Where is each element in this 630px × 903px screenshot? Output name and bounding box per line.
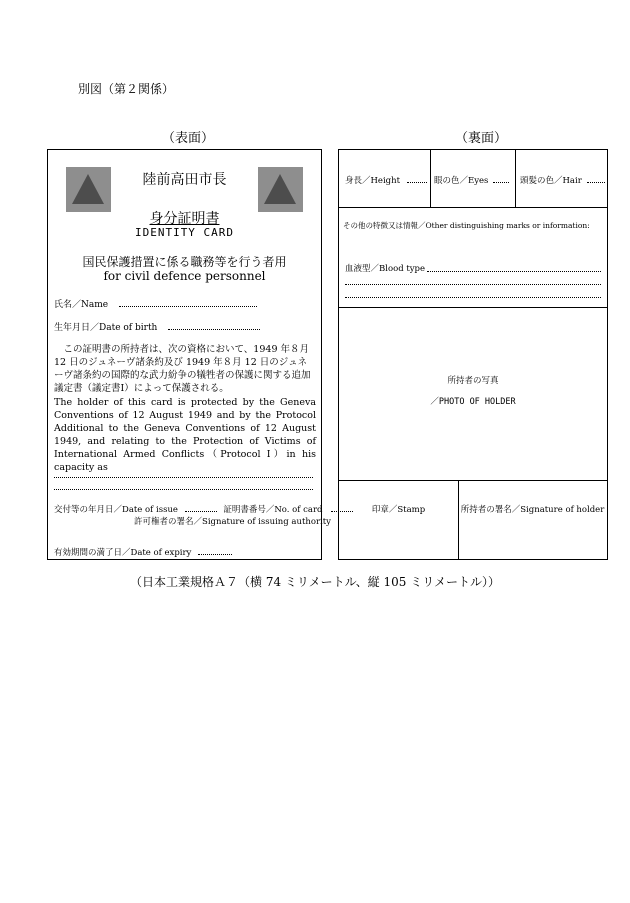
- card-number-label: 証明書番号／No. of card: [223, 505, 323, 515]
- dob-field[interactable]: [168, 329, 260, 330]
- expiry-label: 有効期間の満了日／Date of expiry: [54, 548, 192, 558]
- blood-type-row: [345, 262, 425, 274]
- size-standard-note: （日本工業規格Ａ７（横 74 ミリメートル、縦 105 ミリメートル））: [130, 575, 500, 589]
- divider: [339, 307, 607, 308]
- height-label: 身長／Height: [345, 176, 400, 186]
- back-card: [338, 149, 608, 560]
- eyes-field[interactable]: [493, 182, 509, 183]
- hair-field[interactable]: [587, 182, 605, 183]
- stamp-label: 印章／Stamp: [371, 505, 426, 515]
- name-row: [54, 297, 257, 310]
- issue-row: [54, 503, 353, 515]
- name-label: 氏名／Name: [54, 300, 109, 310]
- marks-line-2[interactable]: [345, 297, 601, 298]
- holder-signature-label: 所持者の署名／Signature of holder: [460, 505, 605, 515]
- divider: [339, 207, 607, 208]
- dob-label: 生年月日／Date of birth: [54, 323, 158, 333]
- blood-type-field[interactable]: [427, 271, 601, 272]
- dob-row: [54, 320, 260, 333]
- distinguishing-marks-label: その他の特徴又は情報／Other distinguishing marks or information:: [343, 221, 590, 230]
- photo-label-jp: 所持者の写真: [447, 376, 499, 386]
- eyes-label: 眼の色／Eyes: [434, 176, 489, 186]
- purpose-jp: 国民保護措置に係る職務等を行う者用: [82, 255, 287, 269]
- height-field[interactable]: [407, 182, 427, 183]
- eyes-cell: [434, 174, 509, 186]
- blood-type-label: 血液型／Blood type: [345, 264, 426, 274]
- capacity-line-1[interactable]: [54, 477, 313, 478]
- id-card-title-jp: 身分証明書: [149, 211, 220, 227]
- issuing-authority-signature-label: 許可権者の署名／Signature of issuing authority: [134, 517, 331, 527]
- height-cell: [345, 174, 427, 186]
- issue-date-label: 交付等の年月日／Date of issue: [54, 505, 178, 515]
- front-side-label: （表面）: [162, 131, 215, 146]
- purpose-en: for civil defence personnel: [103, 269, 266, 283]
- marks-line-1[interactable]: [345, 284, 601, 285]
- front-card: [47, 149, 331, 560]
- divider: [515, 150, 516, 207]
- issue-date-field[interactable]: [185, 511, 217, 512]
- id-card-title-en: IDENTITY CARD: [134, 226, 235, 239]
- hair-cell: [520, 174, 605, 186]
- divider: [339, 480, 607, 481]
- protection-statement-en: The holder of this card is protected by the Geneva Conventions of 12 August 1949 and by the Protocol Additional to the Geneva Conventions of 12 August 1949, and relating to the Protection of Victims of International Armed Conflicts（Protocol Ⅰ）in his capacity as: [54, 397, 316, 473]
- protection-statement-jp: この証明書の所持者は、次の資格において、1949 年８月 12 日のジュネーヴ諸条約及び 1949 年８月 12 日のジュネーヴ諸条約の国際的な武力紛争の犠牲者の保護に関する追加議定書（議定書Ⅰ）によって保護される。: [54, 344, 311, 394]
- expiry-row: [54, 546, 232, 558]
- capacity-line-2[interactable]: [54, 489, 313, 490]
- photo-label-en: ／PHOTO OF HOLDER: [430, 397, 516, 407]
- divider: [458, 480, 459, 559]
- divider: [430, 150, 431, 207]
- hair-label: 頭髪の色／Hair: [520, 176, 582, 186]
- appendix-title: 別図（第２関係）: [78, 82, 175, 96]
- expiry-field[interactable]: [198, 554, 232, 555]
- back-side-label: （裏面）: [455, 131, 508, 146]
- issuing-mayor: 陸前高田市長: [142, 172, 227, 188]
- name-field[interactable]: [119, 306, 257, 307]
